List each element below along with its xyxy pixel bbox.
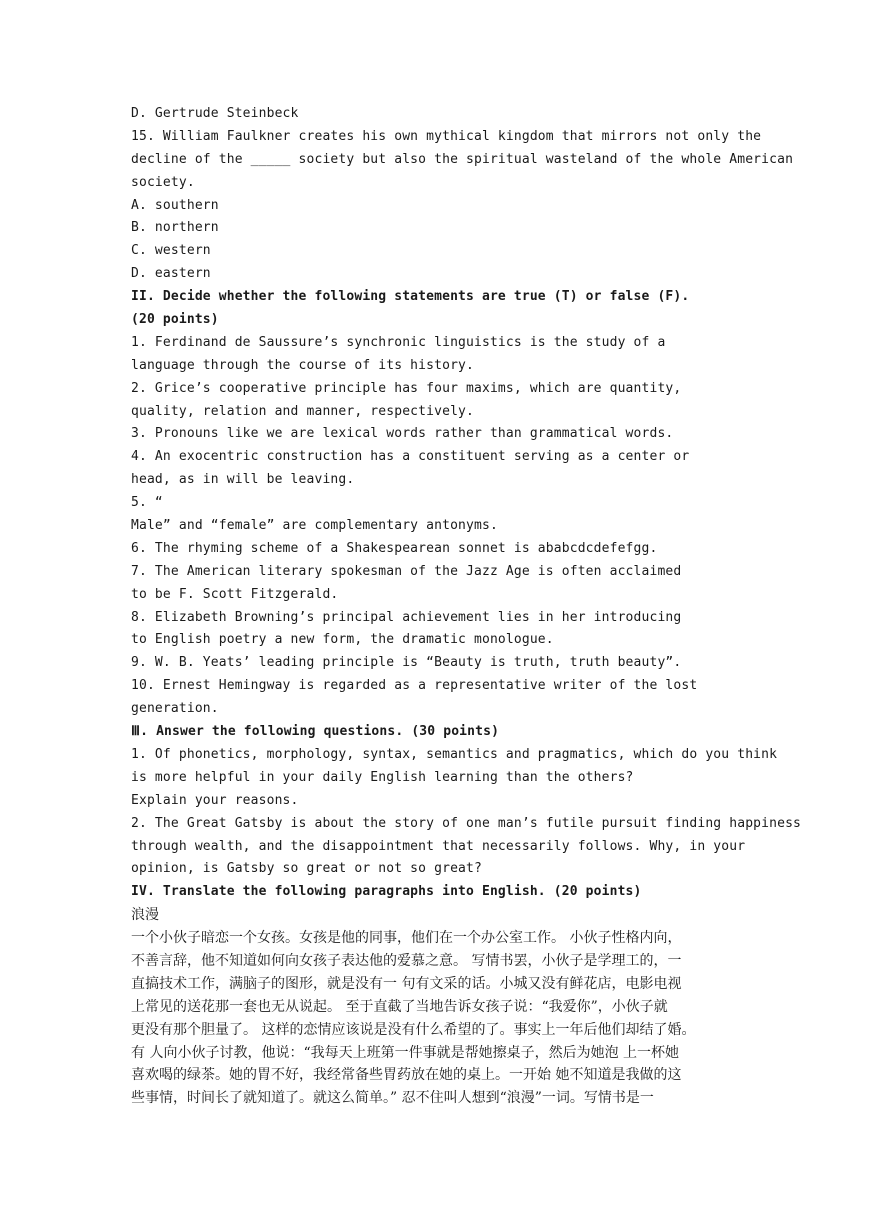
section-heading: (20 points) bbox=[131, 312, 219, 328]
text-line: to English poetry a new form, the dramatic monologue. bbox=[131, 632, 554, 648]
chinese-text-line: 一个小伙子暗恋一个女孩。女孩是他的同事，他们在一个办公室工作。 小伙子性格内向， bbox=[131, 930, 682, 947]
text-line: quality, relation and manner, respectively. bbox=[131, 403, 474, 419]
text-line: decline of the _____ society but also the spiritual wasteland of the whole American bbox=[131, 151, 794, 167]
text-line: 10. Ernest Hemingway is regarded as a representative writer of the lost bbox=[131, 678, 698, 694]
text-line: 2. The Great Gatsby is about the story of one man’s futile pursuit finding happiness bbox=[131, 815, 802, 831]
chinese-text-line: 上常见的送花那一套也无从说起。 至于直截了当地告诉女孩子说：“我爱你”，小伙子就 bbox=[131, 998, 668, 1015]
text-line: Explain your reasons. bbox=[131, 792, 299, 808]
text-line: through wealth, and the disappointment that necessarily follows. Why, in your bbox=[131, 838, 746, 854]
text-line: head, as in will be leaving. bbox=[131, 472, 355, 488]
chinese-text-line: 有 人向小伙子讨教，他说：“我每天上班第一件事就是帮她擦桌子，然后为她泡 上一杯她 bbox=[131, 1044, 680, 1061]
text-line: generation. bbox=[131, 701, 219, 717]
text-line: society. bbox=[131, 174, 195, 190]
text-line: 2. Grice’s cooperative principle has four maxims, which are quantity, bbox=[131, 380, 682, 396]
text-line: language through the course of its history. bbox=[131, 357, 474, 373]
text-line: 3. Pronouns like we are lexical words rather than grammatical words. bbox=[131, 426, 674, 442]
text-line: is more helpful in your daily English learning than the others? bbox=[131, 769, 634, 785]
text-line: 15. William Faulkner creates his own mythical kingdom that mirrors not only the bbox=[131, 128, 762, 144]
text-line: 1. Ferdinand de Saussure’s synchronic linguistics is the study of a bbox=[131, 334, 666, 350]
text-line: 4. An exocentric construction has a constituent serving as a center or bbox=[131, 449, 690, 465]
text-line: A. southern bbox=[131, 197, 219, 213]
document-page bbox=[131, 103, 802, 1110]
text-line: 8. Elizabeth Browning’s principal achievement lies in her introducing bbox=[131, 609, 682, 625]
text-line: 1. Of phonetics, morphology, syntax, semantics and pragmatics, which do you think bbox=[131, 746, 778, 762]
text-line: D. Gertrude Steinbeck bbox=[131, 106, 299, 121]
text-line: B. northern bbox=[131, 220, 219, 236]
text-line: to be F. Scott Fitzgerald. bbox=[131, 586, 339, 602]
section-heading: II. Decide whether the following statements are true (T) or false (F). bbox=[131, 289, 690, 305]
section-heading: IV. Translate the following paragraphs into English. (20 points) bbox=[131, 884, 642, 900]
section-heading: Ⅲ. Answer the following questions. (30 points) bbox=[131, 724, 500, 740]
text-line: D. eastern bbox=[131, 266, 211, 282]
text-line: 9. W. B. Yeats’ leading principle is “Beauty is truth, truth beauty”. bbox=[131, 655, 682, 671]
text-line: 7. The American literary spokesman of the Jazz Age is often acclaimed bbox=[131, 563, 682, 579]
text-line: C. western bbox=[131, 243, 211, 259]
chinese-text-line: 直搞技术工作，满脑子的图形，就是没有一 句有文采的话。小城又没有鲜花店，电影电视 bbox=[131, 975, 682, 992]
chinese-text-line: 喜欢喝的绿茶。她的胃不好，我经常备些胃药放在她的桌上。一开始 她不知道是我做的这 bbox=[131, 1067, 682, 1084]
text-line: opinion, is Gatsby so great or not so great? bbox=[131, 861, 482, 877]
chinese-text-line: 更没有那个胆量了。 这样的恋情应该说是没有什么希望的了。事实上一年后他们却结了婚。 bbox=[131, 1021, 696, 1038]
text-line: 6. The rhyming scheme of a Shakespearean sonnet is ababcdcdefefgg. bbox=[131, 540, 658, 556]
chinese-text-line: 浪漫 bbox=[131, 907, 159, 924]
chinese-text-line: 不善言辞，他不知道如何向女孩子表达他的爱慕之意。 写情书罢，小伙子是学理工的，一 bbox=[131, 952, 682, 969]
text-line: Male” and “female” are complementary antonyms. bbox=[131, 518, 498, 534]
text-line: 5. “ bbox=[131, 495, 163, 511]
chinese-text-line: 些事情，时间长了就知道了。就这么简单。” 忍不住叫人想到“浪漫”一词。写情书是一 bbox=[131, 1090, 654, 1107]
